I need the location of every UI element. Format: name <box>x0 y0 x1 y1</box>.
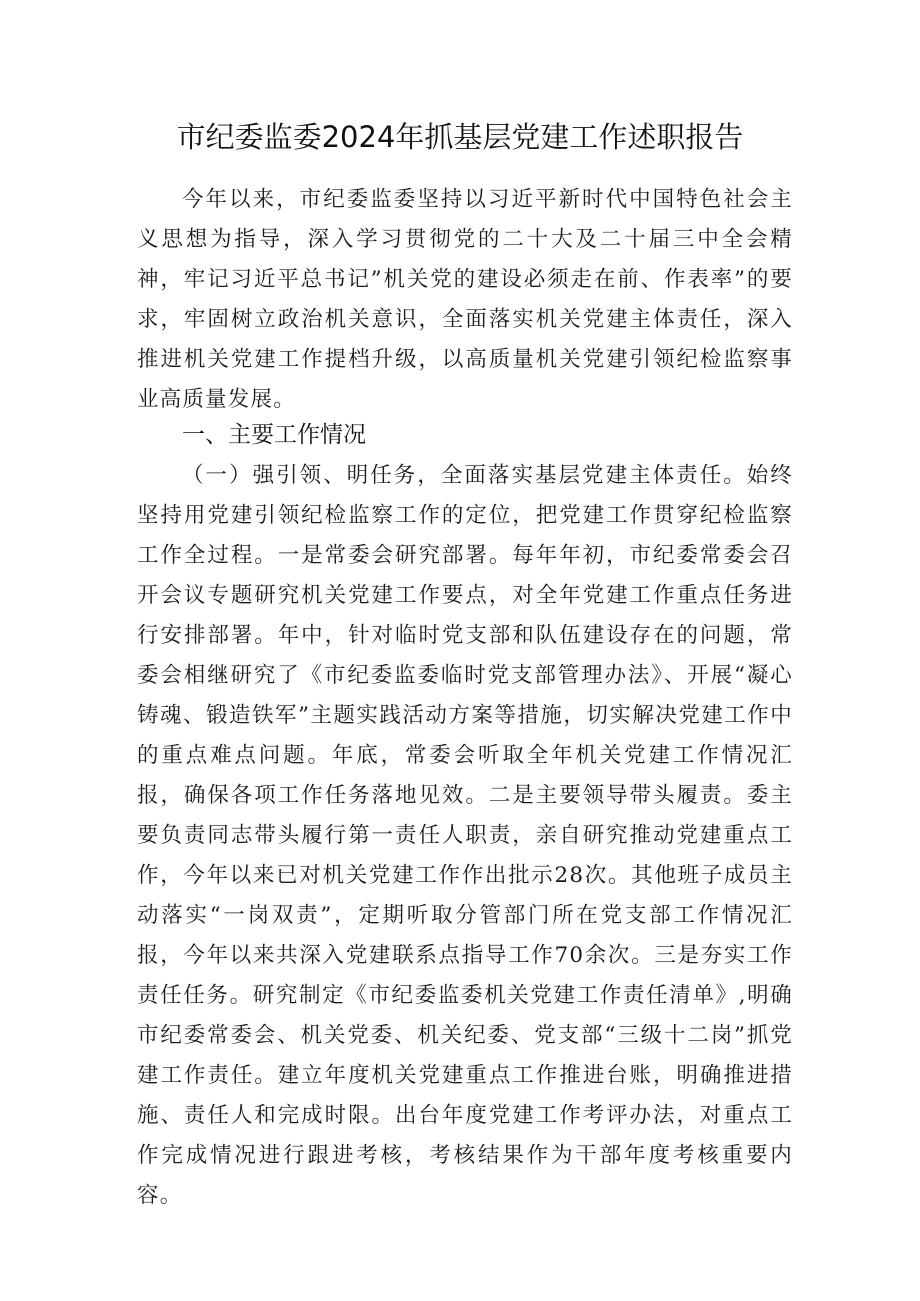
intro-paragraph: 今年以来，市纪委监委坚持以习近平新时代中国特色社会主义思想为指导，深入学习贯彻党的二十大及二十届三中全会精神，牢记习近平总书记”机关党的建设必须走在前、作表率”的要求，牢固树立政治机关意识，全面落实机关党建主体责任，深入推进机关党建工作提档升级，以高质量机关党建引领纪检监察事业高质量发展。 <box>137 187 793 412</box>
document-title: 市纪委监委2024年抓基层党建工作述职报告 <box>176 120 744 154</box>
section-paragraph: （一）强引领、明任务，全面落实基层党建主体责任。始终坚持用党建引领纪检监察工作的定位，把党建工作贯穿纪检监察工作全过程。一是常委会研究部署。每年年初，市纪委常委会召开会议专题研究机关党建工作要点，对全年党建工作重点任务进行安排部署。年中，针对临时党支部和队伍建设存在的问题，常委会相继研究了《市纪委监委临时党支部管理办法》、开展“凝心铸魂、锻造铁军”主题实践活动方案等措施，切实解决党建工作中的重点难点问题。年底，常委会听取全年机关党建工作情况汇报，确保各项工作任务落地见效。二是主要领导带头履责。委主要负责同志带头履行第一责任人职责，亲自研究推动党建重点工作，今年以来已对机关党建工作作出批示28次。其他班子成员主动落实“一岗双责”，定期听取分管部门所在党支部工作情况汇报，今年以来共深入党建联系点指导工作70余次。三是夯实工作责任任务。研究制定《市纪委监委机关党建工作责任清单》,明确市纪委常委会、机关党委、机关纪委、党支部“三级十二岗”抓党建工作责任。建立年度机关党建重点工作推进台账，明确推进措施、责任人和完成时限。出台年度党建工作考评办法，对重点工作完成情况进行跟进考核，考核结果作为干部年度考核重要内容。 <box>137 463 793 1208</box>
section-heading: 一、主要工作情况 <box>182 422 366 448</box>
